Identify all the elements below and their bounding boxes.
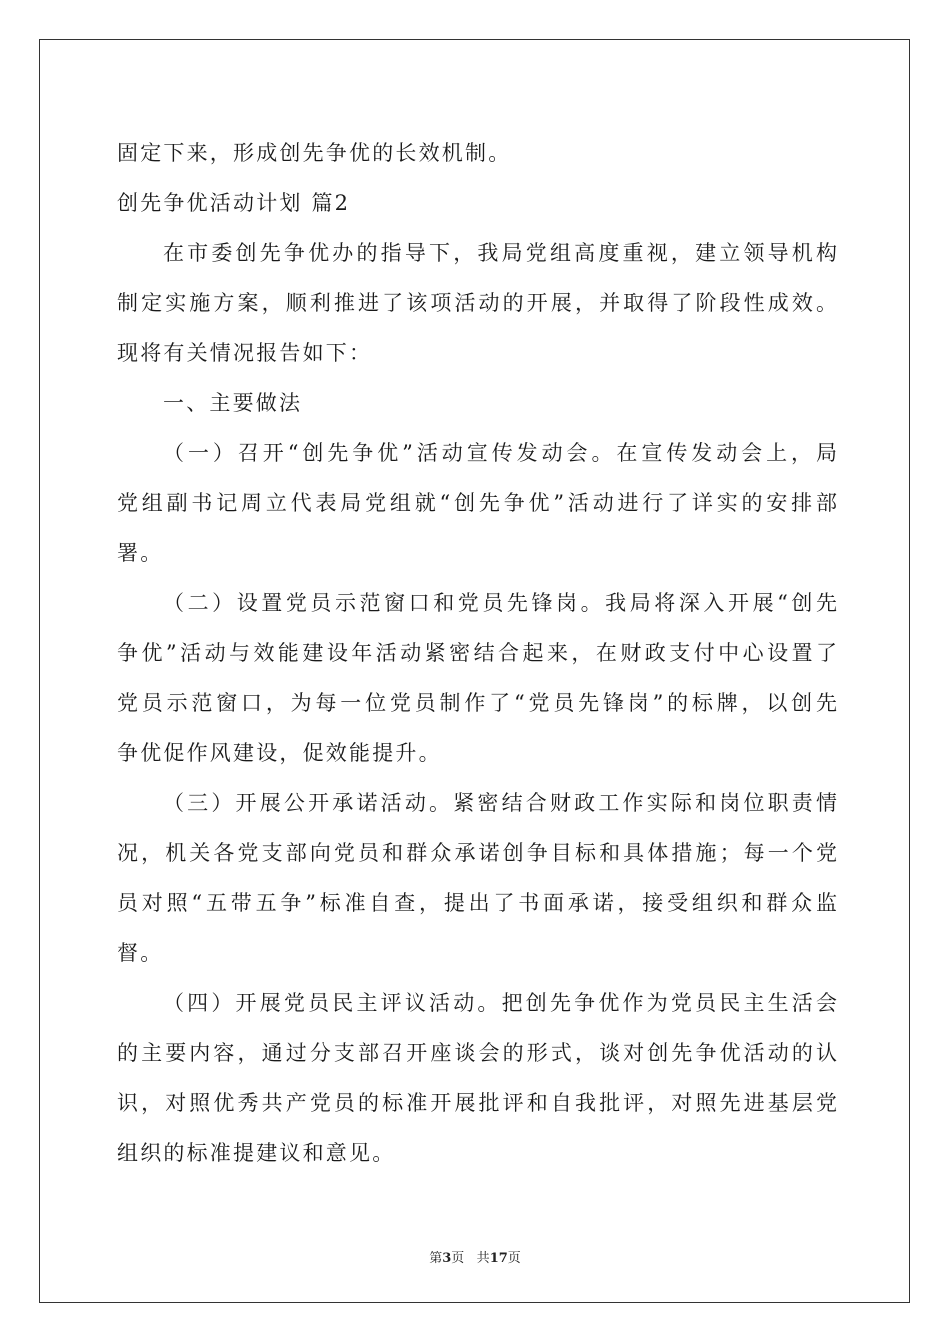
paragraph-line: 制定实施方案，顺利推进了该项活动的开展，并取得了阶段性成效。 [117, 291, 837, 315]
paragraph-line: （一）召开“创先争优”活动宣传发动会。在宣传发动会上，局 [163, 441, 837, 465]
paragraph-line: 固定下来，形成创先争优的长效机制。 [117, 141, 512, 165]
page-number: 3 [442, 1251, 452, 1266]
section-heading: 创先争优活动计划 篇2 [117, 191, 351, 215]
paragraph-line: 在市委创先争优办的指导下，我局党组高度重视，建立领导机构 [163, 241, 837, 265]
paragraph-line: （二）设置党员示范窗口和党员先锋岗。我局将深入开展“创先 [163, 591, 837, 615]
paragraph-line: 署。 [117, 541, 164, 565]
paragraph-line: 督。 [117, 941, 164, 965]
paragraph-line: 党员示范窗口，为每一位党员制作了“党员先锋岗”的标牌，以创先 [117, 691, 837, 715]
paragraph-line: 况，机关各党支部向党员和群众承诺创争目标和具体措施；每一个党 [117, 841, 837, 865]
paragraph-line: 现将有关情况报告如下： [117, 341, 373, 365]
page-prefix: 第 [429, 1251, 443, 1266]
document-body [117, 128, 837, 1178]
total-prefix: 共 [476, 1251, 490, 1266]
page-footer [0, 1247, 950, 1266]
total-suffix: 页 [507, 1251, 521, 1266]
paragraph-line: 争优”活动与效能建设年活动紧密结合起来，在财政支付中心设置了 [117, 641, 837, 665]
paragraph-line: 识，对照优秀共产党员的标准开展批评和自我批评，对照先进基层党 [117, 1091, 837, 1115]
paragraph-line: （四）开展党员民主评议活动。把创先争优作为党员民主生活会 [163, 991, 837, 1015]
total-pages: 17 [489, 1251, 508, 1266]
page-suffix: 页 [451, 1251, 465, 1266]
paragraph-line: 员对照“五带五争”标准自查，提出了书面承诺，接受组织和群众监 [117, 891, 837, 915]
paragraph-line: 争优促作风建设，促效能提升。 [117, 741, 442, 765]
subsection-heading: 一、主要做法 [163, 391, 303, 415]
paragraph-line: 组织的标准提建议和意见。 [117, 1141, 396, 1165]
paragraph-line: （三）开展公开承诺活动。紧密结合财政工作实际和岗位职责情 [163, 791, 837, 815]
paragraph-line: 的主要内容，通过分支部召开座谈会的形式，谈对创先争优活动的认 [117, 1041, 837, 1065]
paragraph-line: 党组副书记周立代表局党组就“创先争优”活动进行了详实的安排部 [117, 491, 837, 515]
